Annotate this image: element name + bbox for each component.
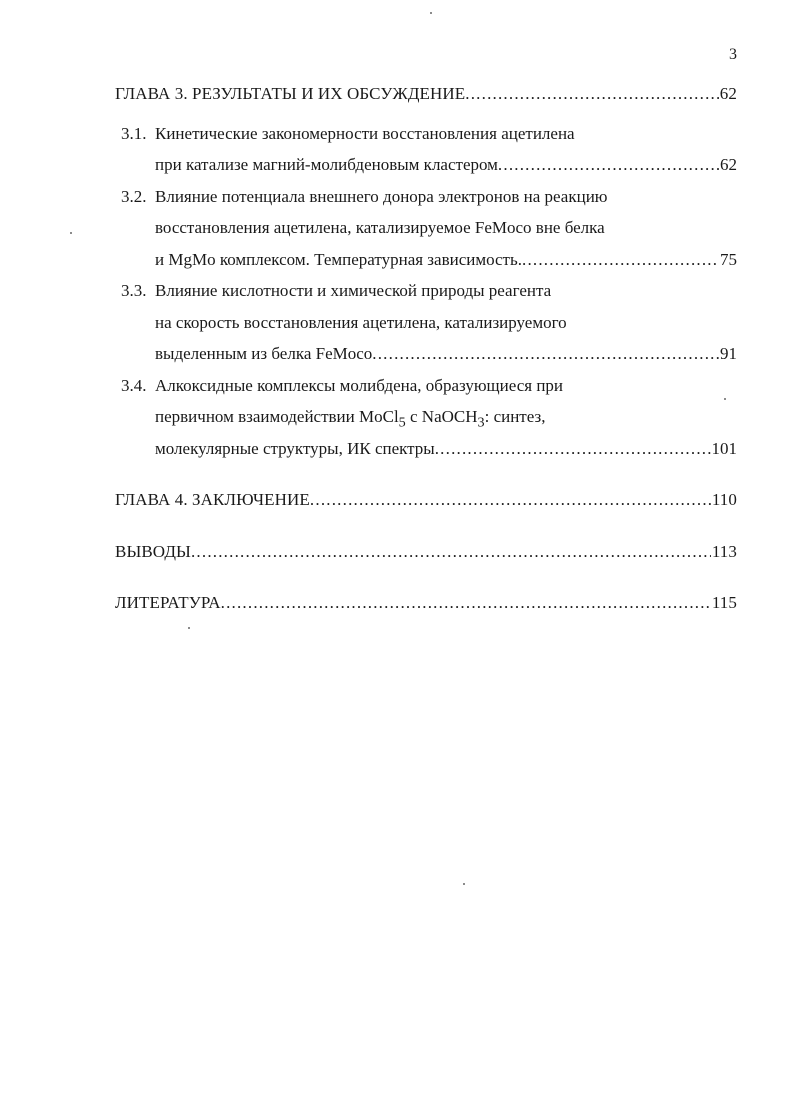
section-number: 3.1. [121, 123, 147, 143]
toc-entry-page: 75 [720, 249, 737, 269]
toc-entry-chapter-4[interactable] [115, 484, 737, 516]
table-of-contents [115, 78, 737, 619]
leader-dots [221, 587, 711, 619]
scan-speck [463, 883, 465, 885]
toc-entry-conclusions[interactable] [115, 536, 737, 568]
subscript: 3 [477, 414, 485, 431]
leader-dots [522, 244, 719, 276]
toc-entry-title: ЛИТЕРАТУРА [115, 593, 221, 612]
toc-entry-section-3-2[interactable] [115, 181, 737, 276]
section-number: 3.2. [121, 186, 147, 206]
toc-entry-page: 110 [711, 490, 737, 509]
section-title-line: Алкоксидные комплексы молибдена, образующиеся при [155, 375, 564, 395]
toc-entry-title: ГЛАВА 3. РЕЗУЛЬТАТЫ И ИХ ОБСУЖДЕНИЕ [115, 84, 466, 103]
section-title-line: Кинетические закономерности восстановления ацетилена [155, 123, 575, 143]
toc-entry-page: 101 [711, 438, 737, 458]
scan-speck [188, 627, 190, 629]
scan-speck [430, 12, 432, 14]
toc-entry-page: 115 [711, 593, 737, 612]
toc-entry-page: 62 [720, 155, 737, 174]
page-number: 3 [729, 46, 737, 63]
scan-speck [70, 232, 72, 234]
leader-dots [435, 433, 711, 465]
section-title-line: восстановления ацетилена, катализируемое FeMoco вне белка [155, 218, 605, 237]
leader-dots [465, 78, 719, 110]
leader-dots [498, 149, 719, 181]
toc-entry-page: 91 [720, 344, 737, 363]
section-title-line: при катализе магний-молибденовым кластером [155, 155, 498, 174]
section-title-line: и MgMo комплексом. Температурная зависимость. [155, 249, 522, 269]
section-title-line: Влияние потенциала внешнего донора электронов на реакцию [155, 186, 608, 206]
leader-dots [372, 338, 719, 370]
toc-entry-references[interactable] [115, 587, 737, 619]
section-number: 3.3. [121, 281, 147, 300]
toc-entry-page: 62 [719, 84, 737, 103]
toc-entry-chapter-3[interactable] [115, 78, 737, 110]
toc-entry-section-3-3[interactable] [115, 275, 737, 370]
scan-speck [724, 398, 726, 400]
section-number: 3.4. [121, 375, 147, 395]
leader-dots [191, 536, 711, 568]
section-title-line: Влияние кислотности и химической природы реагента [155, 281, 552, 300]
subscript: 5 [398, 414, 406, 431]
toc-entry-section-3-1[interactable] [115, 118, 737, 181]
toc-entry-page: 113 [711, 541, 737, 561]
toc-entry-section-3-4[interactable] [115, 370, 737, 465]
section-title-line: первичном взаимодействии MoCl$_5$ с NaOCH$_3$: синтез, [155, 407, 546, 431]
toc-entry-title: ВЫВОДЫ [115, 541, 191, 561]
toc-entry-title: ГЛАВА 4. ЗАКЛЮЧЕНИЕ [115, 490, 310, 509]
section-title-line: молекулярные структуры, ИК спектры [155, 438, 435, 458]
section-title-line: на скорость восстановления ацетилена, катализируемого [155, 312, 567, 332]
leader-dots [310, 484, 711, 516]
section-title-line: выделенным из белка FeMoco [155, 344, 373, 363]
